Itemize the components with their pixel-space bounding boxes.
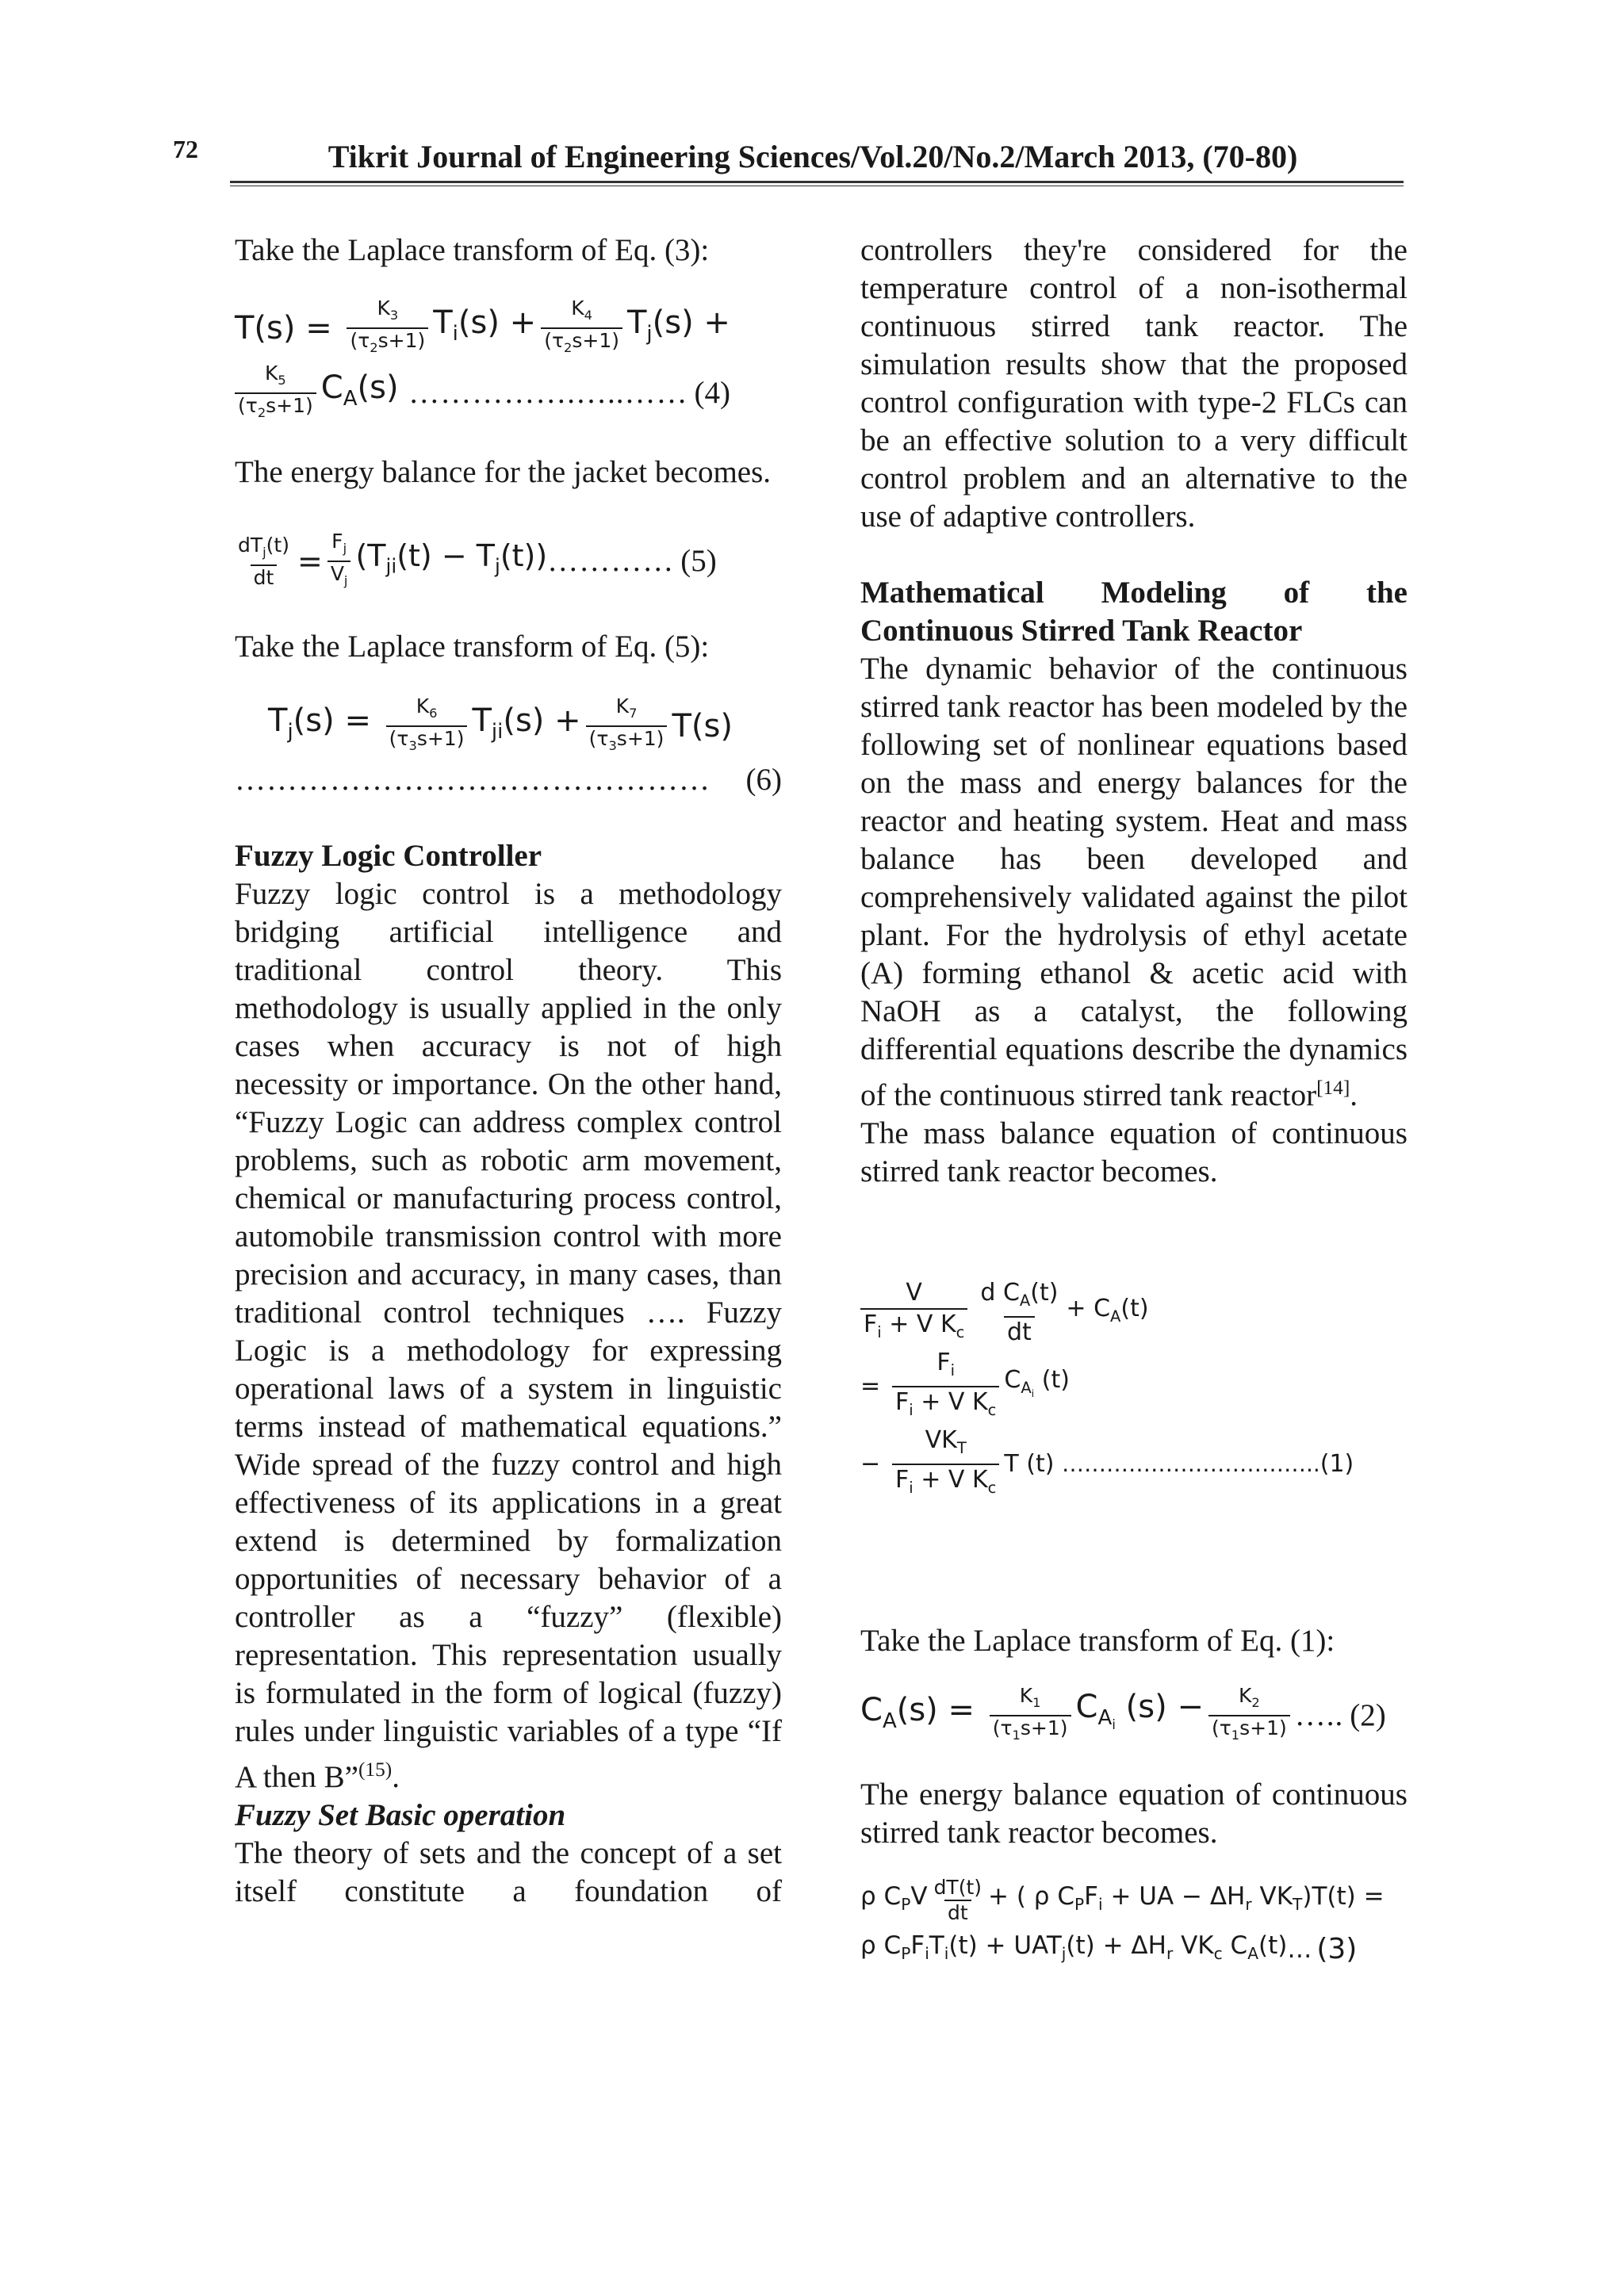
heading-fuzzy-set-basic-operation: Fuzzy Set Basic operation [235,1798,566,1832]
eq4-leader-dots: …………….…..…… [408,376,688,410]
paragraph-dynamic-behavior: The dynamic behavior of the continuous stirred tank reactor has been modeled by the following set of nonlinear equations based on the mass and energy balances for the reactor and heating system. Heat and mass balance has been developed and comprehensively validated against the pilot plant. For the hydrolysis of ethyl acetate (A) forming ethanol & acetic acid with NaOH as a catalyst, the following differential equations describe the dynamics of the continuous stirred tank reactor[14]. [860,652,1408,1112]
equation-6: $T_j(s)$ = $\frac{K_6}{(\tau_3s+1)}$ $T_{ji}(s)$ + $\frac{K_7}{(\tau_3s+1)}$ T(s) ……………………………………… (6) [235,695,782,799]
paragraph-laplace-eq5: Take the Laplace transform of Eq. (5): [235,629,710,664]
equation-5: $\frac{dT_j(t)}{dt}$ = $\frac{F_j}{V_j}$ $(T_{ji}(t) - T_j(t))$ ………… (5) [235,530,782,593]
paragraph-laplace-eq1: Take the Laplace transform of Eq. (1): [860,1624,1335,1658]
paragraph-controllers: controllers they're considered for the temperature control of a non-isothermal continuous stirred tank reactor. The simulation results show that the proposed control configuration with type-2 FLCs can be an effective solution to a very difficult control problem and an alternative to the use of adaptive controllers. [860,233,1408,534]
eq5-leader-dots: ………… [547,544,675,578]
running-header: Tikrit Journal of Engineering Sciences/Vol.20/No.2/March 2013, (70-80) [327,139,1298,174]
paragraph-laplace-eq3: Take the Laplace transform of Eq. (3): [235,233,710,267]
heading-fuzzy-logic-controller: Fuzzy Logic Controller [235,839,542,873]
paragraph-mass-balance: The mass balance equation of continuous stirred tank reactor becomes. [860,1116,1408,1188]
equation-3: ρ $C_PV$ $\frac{dT(t)}{dt}$ + ( ρ $C_PF_i$ + UA − $\Delta H_r$ $VK_T)T(t)$ = ρ $C_PF_iT_i(t) + UAT_j(t) + \Delta H_r$ $VK_c$ $C_A(t)$ … (3) [860,1876,1408,1973]
eq2-leader-dots: ….. [1294,1698,1344,1732]
heading-mathematical-modeling: Mathematical Modeling of the Continuous Stirred Tank Reactor [860,576,1408,648]
paragraph-energy-cstr: The energy balance equation of continuous stirred tank reactor becomes. [860,1777,1408,1850]
page-number: 72 [173,135,198,163]
eq2-label: (2) [1350,1698,1386,1732]
equation-4: T(s) = $\frac{K_3}{(\tau_2s+1)}$ $T_i(s)$ + $\frac{K_4}{(\tau_2s+1)}$ $T_j(s)$ + $\frac{K_5}{(\tau_2s+1)}$ $C_A(s)$ …………….…..…… (4) [235,297,782,425]
paragraph-fuzzy-logic-controller: Fuzzy logic control is a methodology bridging artificial intelligence and traditional control theory. This methodology is usually applied in the only cases when accuracy is not of high necessity or importance. On the other hand, “Fuzzy Logic can address complex control problems, such as robotic arm movement, chemical or manufacturing process control, automobile transmission control with more precision and accuracy, in many cases, than traditional control techniques …. Fuzzy Logic is a methodology for expressing operational laws of a system in linguistic terms instead of mathematical equations.” Wide spread of the fuzzy control and high effectiveness of its applications in a great extend is determined by formalization opportunities of necessary behavior of a controller as a “fuzzy” (flexible) representation. This representation usually is formulated in the form of logical (fuzzy) rules under linguistic variables of a type “If A then B”$^{(15)}$. [235,877,782,1794]
paragraph-energy-jacket: The energy balance for the jacket becomes. [235,455,772,489]
eq5-label: (5) [680,544,717,578]
eq3-label: (3) [1316,1933,1358,1966]
eq1-leader-dots: …………………………….. [1061,1451,1320,1477]
header-rule [230,181,1404,186]
eq6-label: (6) [745,763,782,797]
right-column [860,232,1408,1973]
paragraph-fuzzy-set: The theory of sets and the concept of a set itself constitute a foundation of [235,1836,782,1908]
citation-14: [14] [1316,1077,1350,1099]
equation-1: $\frac{V}{F_i + V K_c}$ $\frac{d C_A(t)}{dt}$ + $C_A(t)$ = $\frac{F_i}{F_i + V K_c}$ $C_{A_i}$ (t) − $\frac{VK_T}{F_i + V K_c}$ T (t) …………………………….. (1) [860,1278,1408,1503]
eq3-leader-dots: … [1287,1935,1312,1965]
eq6-leader-dots: ……………………………………… [235,763,710,797]
eq4-label: (4) [694,376,731,410]
left-column [235,232,782,1911]
citation-15: (15) [358,1758,393,1781]
equation-2: $C_A(s)$ = $\frac{K_1}{(\tau_1s+1)}$ $C_{A_i}$ (s) − $\frac{K_2}{(\tau_1s+1)}$ ….. (2) [860,1684,1408,1747]
eq1-label: (1) [1320,1450,1354,1478]
